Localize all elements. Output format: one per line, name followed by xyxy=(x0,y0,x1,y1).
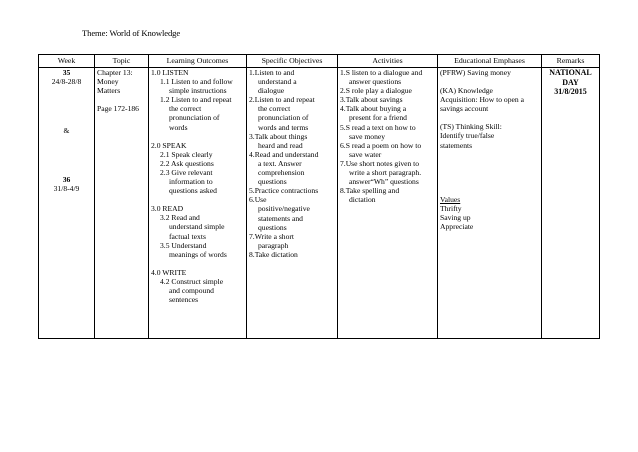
cell-educational-emphases xyxy=(438,68,542,339)
emphasis-ts: (TS) Thinking Skill: xyxy=(440,122,502,132)
topic-line: Matters xyxy=(97,86,121,96)
cell-topic xyxy=(95,68,149,339)
header-topic: Topic xyxy=(95,55,149,68)
outcome-item: 3.5 Understand xyxy=(160,240,207,250)
objective-line: 2.Listen to and repeat xyxy=(249,95,315,105)
objective-line: comprehension xyxy=(258,168,305,178)
header-learning-outcomes: Learning Outcomes xyxy=(149,55,247,68)
outcome-item: 2.1 Speak clearly xyxy=(160,149,213,159)
week-range-2: 31/8-4/9 xyxy=(53,184,80,194)
objective-line: words and terms xyxy=(258,122,309,132)
objective-line: heard and read xyxy=(258,140,303,150)
remark-line: DAY xyxy=(562,77,579,87)
outcome-read: 3.0 READ xyxy=(151,204,184,214)
objective-line: 3.Talk about things xyxy=(249,131,308,141)
outcome-item: simple instructions xyxy=(169,86,227,96)
activity-line: dictation xyxy=(349,195,376,205)
values-title: Values xyxy=(440,194,461,204)
outcome-speak: 2.0 SPEAK xyxy=(151,140,187,150)
activity-line: 8.Take spelling and xyxy=(340,186,400,196)
week-ampersand: & xyxy=(63,126,70,136)
objective-line: pronunciation of xyxy=(258,113,309,123)
outcome-item: 1.1 Listen to and follow xyxy=(160,77,233,87)
outcome-item: understand simple xyxy=(169,222,225,232)
header-specific-objectives: Specific Objectives xyxy=(247,55,338,68)
outcome-item: pronunciation of xyxy=(169,113,220,123)
cell-specific-objectives xyxy=(247,68,338,339)
objective-line: 6.Use xyxy=(249,195,267,205)
activity-line: 5.S read a text on how to xyxy=(340,122,416,132)
header-educational-emphases: Educational Emphases xyxy=(438,55,542,68)
objective-line: questions xyxy=(258,222,287,232)
objective-line: the correct xyxy=(258,104,291,114)
outcome-item: the correct xyxy=(169,104,202,114)
emphasis-acquisition: savings account xyxy=(440,104,489,114)
objective-line: paragraph xyxy=(258,240,289,250)
header-activities: Activities xyxy=(338,55,438,68)
outcome-item: 2.3 Give relevant xyxy=(160,167,213,177)
header-row xyxy=(39,55,600,68)
activity-line: 6.S read a poem on how to xyxy=(340,140,422,150)
week-range-1: 24/8-28/8 xyxy=(51,77,82,87)
emphasis-ka: (KA) Knowledge xyxy=(440,86,493,96)
emphasis-pfrw: (PFRW) Saving money xyxy=(440,68,511,77)
cell-activities xyxy=(338,68,438,339)
cell-week xyxy=(39,68,95,339)
outcome-item: information to xyxy=(169,177,213,187)
outcome-item: words xyxy=(169,122,188,132)
activity-line: save money xyxy=(349,131,386,141)
outcome-item: 3.2 Read and xyxy=(160,213,200,223)
activity-line: 1.S listen to a dialogue and xyxy=(340,68,423,77)
cell-remarks xyxy=(542,68,600,339)
activity-line: 7.Use short notes given to xyxy=(340,158,420,168)
header-remarks: Remarks xyxy=(542,55,600,68)
table-row xyxy=(39,68,600,339)
lesson-plan-table xyxy=(38,54,600,339)
activity-line: write a short paragraph. xyxy=(349,168,422,178)
remark-line: 31/8/2015 xyxy=(554,87,587,97)
cell-learning-outcomes xyxy=(149,68,247,339)
topic-line: Money xyxy=(97,77,119,87)
objective-line: questions xyxy=(258,177,287,187)
outcome-item: and compound xyxy=(169,285,214,295)
emphasis-ts: Identify true/false xyxy=(440,131,495,141)
topic-pages: Page 172-186 xyxy=(97,104,139,114)
activity-line: answer questions xyxy=(349,77,402,87)
outcome-item: factual texts xyxy=(169,231,206,241)
activity-line: 3.Talk about savings xyxy=(340,95,403,105)
objective-line: 1.Listen to and xyxy=(249,68,295,77)
week-number-2: 36 xyxy=(62,175,71,185)
outcome-item: 1.2 Listen to and repeat xyxy=(160,95,232,105)
activity-line: save water xyxy=(349,149,382,159)
outcome-item: 4.2 Construct simple xyxy=(160,276,224,286)
objective-line: dialogue xyxy=(258,86,285,96)
objective-line: 7.Write a short xyxy=(249,231,295,241)
activity-line: 2.S role play a dialogue xyxy=(340,86,412,96)
outcome-item: 2.2 Ask questions xyxy=(160,158,214,168)
activity-line: 4.Talk about buying a xyxy=(340,104,407,114)
objective-line: positive/negative xyxy=(258,204,310,214)
outcome-item: meanings of words xyxy=(169,249,227,259)
objective-line: 8.Take dictation xyxy=(249,249,298,259)
objective-line: 4.Read and understand xyxy=(249,149,319,159)
header-week: Week xyxy=(39,55,95,68)
objective-line: statements and xyxy=(258,213,303,223)
emphasis-ts: statements xyxy=(440,140,473,150)
value-item: Saving up xyxy=(440,212,471,222)
value-item: Appreciate xyxy=(440,221,474,231)
emphasis-acquisition: Acquisition: How to open a xyxy=(440,95,524,105)
outcome-item: questions asked xyxy=(169,186,217,196)
objective-line: understand a xyxy=(258,77,297,87)
remark-line: NATIONAL xyxy=(549,68,592,77)
week-number-1: 35 xyxy=(62,68,71,77)
value-item: Thrifty xyxy=(440,203,462,213)
objective-line: 5.Practice contractions xyxy=(249,186,319,196)
topic-line: Chapter 13: xyxy=(97,68,133,77)
activity-line: present for a friend xyxy=(349,113,407,123)
outcome-listen: 1.0 LISTEN xyxy=(151,68,189,77)
objective-line: a text. Answer xyxy=(258,158,302,168)
activity-line: answer“Wh” questions xyxy=(349,177,419,187)
outcome-item: sentences xyxy=(169,295,199,305)
theme-title: Theme: World of Knowledge xyxy=(82,28,181,38)
outcome-write: 4.0 WRITE xyxy=(151,267,187,277)
